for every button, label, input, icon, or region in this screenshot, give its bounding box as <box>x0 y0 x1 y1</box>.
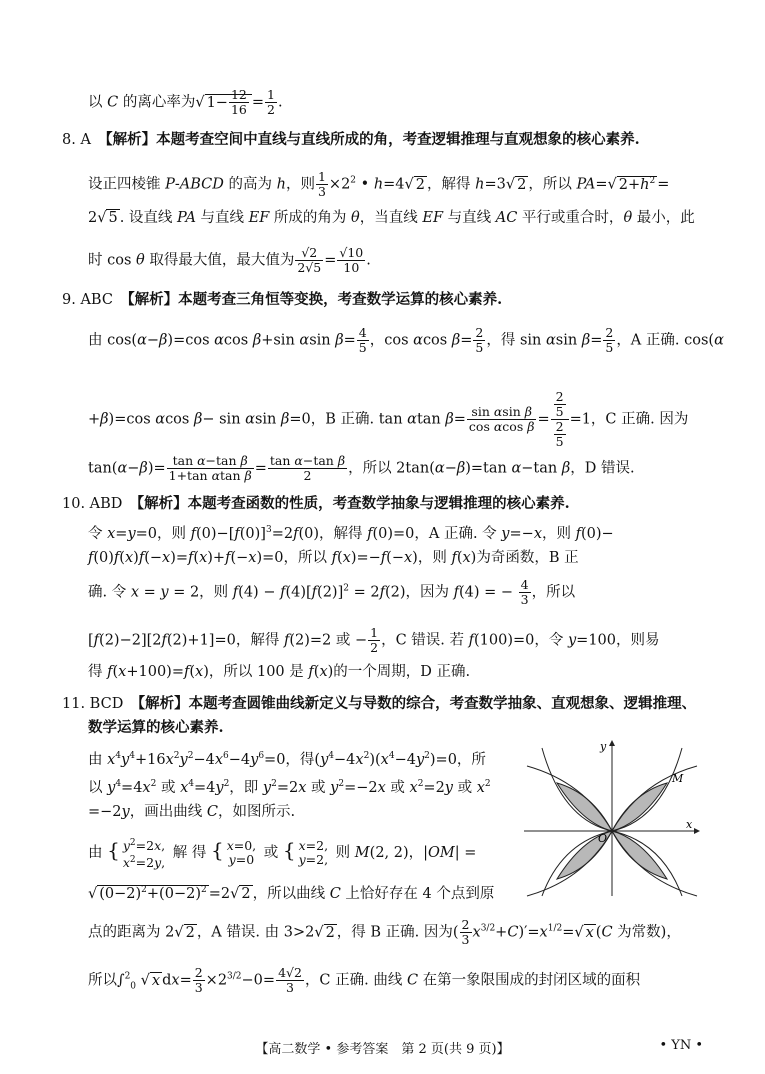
q10-line-1: 令 x=y=0，则 $f(0)-[f(0)]^3=2f(0)$，解得 f(0)=0，A 正确. 令 y=−x，则 f(0)− <box>88 525 614 542</box>
q8-tag: 【解析】本题考查空间中直线与直线所成的角，考查逻辑推理与直观想象的核心素养. <box>105 131 640 148</box>
q9-line-1: 由 cos(α−β)=cos αcos β+sin αsin β= $\frac{4}{5}$ ，cos αcos β= $\frac{2}{5}$ ，得 sin αsin β= $\frac{2}{5}$ ，A 正确. cos(α <box>88 325 724 355</box>
q8-heading <box>62 130 640 150</box>
q8-line-3: 时 cos θ 取得最大值，最大值为 $\frac{√2}{2√5}$ = $\frac{√10}{10}$ . <box>88 245 371 275</box>
q10-tag: 【解析】本题考查函数的性质，考查数学抽象与逻辑推理的核心素养. <box>136 495 570 512</box>
curve-figure <box>522 738 702 898</box>
region-q4 <box>612 831 667 879</box>
y-axis-arrow <box>609 740 615 746</box>
origin-label: O <box>598 832 608 845</box>
line-eccentricity: 以 C 的离心率为√ 1− $\frac{12}{16}$ = $\frac{1}{2}$ . <box>88 87 283 117</box>
q11-line-4: 由 { $y^2=2x$, $x^2=2y$, 解 得 { x=0, y=0 或 { x=2, y=2, 则 M(2, 2)，|OM| = <box>88 838 477 871</box>
q9-tag: 【解析】本题考查三角恒等变换，考查数学运算的核心素养. <box>127 291 503 308</box>
x-axis-arrow <box>694 828 700 834</box>
q11-line-7: 所以∫$^2_0$ √ x dx= $\frac{2}{3}$ $\times 2^{3/2}-0=$ $\frac{4√2}{3}$ ，C 正确. 曲线 C 在第一象限围成的封闭区域的面积 <box>88 965 641 995</box>
q8-line-1: 设正四棱锥 P-ABCD 的高为 h，则 $\frac{1}{3}$ $\times 2^2$ • h=4√ 2 ，解得 h=3√ 2 ，所以 PA=√ $2+h^2$ = <box>88 169 670 199</box>
q9-number: 9. ABC <box>62 292 128 308</box>
q11-heading <box>62 694 696 714</box>
q10-line-2: f(0)f(x)f(−x)=f(x)+f(−x)=0，所以 f(x)=−f(−x)，则 f(x)为奇函数，B 正 <box>88 550 579 566</box>
point-m-label: M <box>672 772 684 785</box>
region-q1 <box>612 783 667 831</box>
q9-line-2: +β)=cos αcos β− sin αsin β=0，B 正确. tan αtan β= $\frac{\text{sin αsin β}}{\text{cos αcos β}}$ = $\frac{\frac{2}{5}}{\frac{2}{5}}$ =1，C 正确. 因为 <box>88 389 689 449</box>
q9-line-3: tan(α−β)= $\frac{\text{tan α−tan β}}{\text{1+tan αtan β}}$ = $\frac{\text{tan α−tan β}}{2}$ ，所以 2tan(α−β)=tan α−tan β，D 错误. <box>88 453 635 483</box>
q10-number: 10. ABD <box>62 496 137 512</box>
q11-line-5: √ $(0-2)^2+(0-2)^2 =2√$ 2 ，所以曲线 C 上恰好存在 4 个点到原 <box>88 885 495 902</box>
q11-tag: 【解析】本题考查圆锥曲线新定义与导数的综合，考查数学抽象、直观想象、逻辑推理、 <box>137 695 697 712</box>
y-axis-label: y <box>600 740 607 753</box>
q8-line-2: 2√ 5 . 设直线 PA 与直线 EF 所成的角为 θ，当直线 EF 与直线 AC 平行或重合时，θ 最小，此 <box>88 210 695 226</box>
page-footer: 【高二数学 • 参考答案 第 2 页(共 9 页)】 <box>255 1042 510 1057</box>
q10-line-4: [f(2)−2][2f(2)+1]=0，解得 f(2)=2 或 − $\frac{1}{2}$ ，C 错误. 若 f(100)=0，令 y=100，则易 <box>88 625 660 655</box>
q11-heading-cont: 数学运算的核心素养. <box>88 719 224 736</box>
x-axis-label: x <box>686 818 693 831</box>
q11-line-3: =−2y，画出曲线 C，如图所示. <box>88 804 296 820</box>
q9-heading <box>62 290 502 310</box>
q11-line-2: 以 $y^4=4x^2$ 或 $x^4=4y^2$，即 $y^2=2x$ 或 $y^2=-2x$ 或 $x^2=2y$ 或 $x^2$ <box>88 779 491 796</box>
q10-line-3: 确. 令 x = y = 2，则 $f(4) - f(4)[f(2)]^2 = 2f(2)$，因为 f(4) = − $\frac{4}{3}$ ，所以 <box>88 577 576 607</box>
q11-line-1: 由 $x^4y^4+16x^2y^2-4x^6-4y^6=0$，得$(y^4-4x^2)(x^4-4y^2)=0$，所 <box>88 751 486 768</box>
region-q2 <box>557 783 612 831</box>
q11-number: 11. BCD <box>62 696 138 712</box>
q10-line-5: 得 f(x+100)=f(x)，所以 100 是 f(x)的一个周期，D 正确. <box>88 664 471 680</box>
q11-line-6: 点的距离为 2√ 2 ，A 错误. 由 3>2√ 2 ，得 B 正确. 因为( $\frac{2}{3}$ $x^{3/2}+C)'=x^{1/2}=√$ x (C 为常数)， <box>88 917 681 947</box>
q10-heading <box>62 494 570 514</box>
q8-number: 8. A <box>62 132 106 148</box>
footer-right-mark: • YN • <box>659 1038 703 1053</box>
